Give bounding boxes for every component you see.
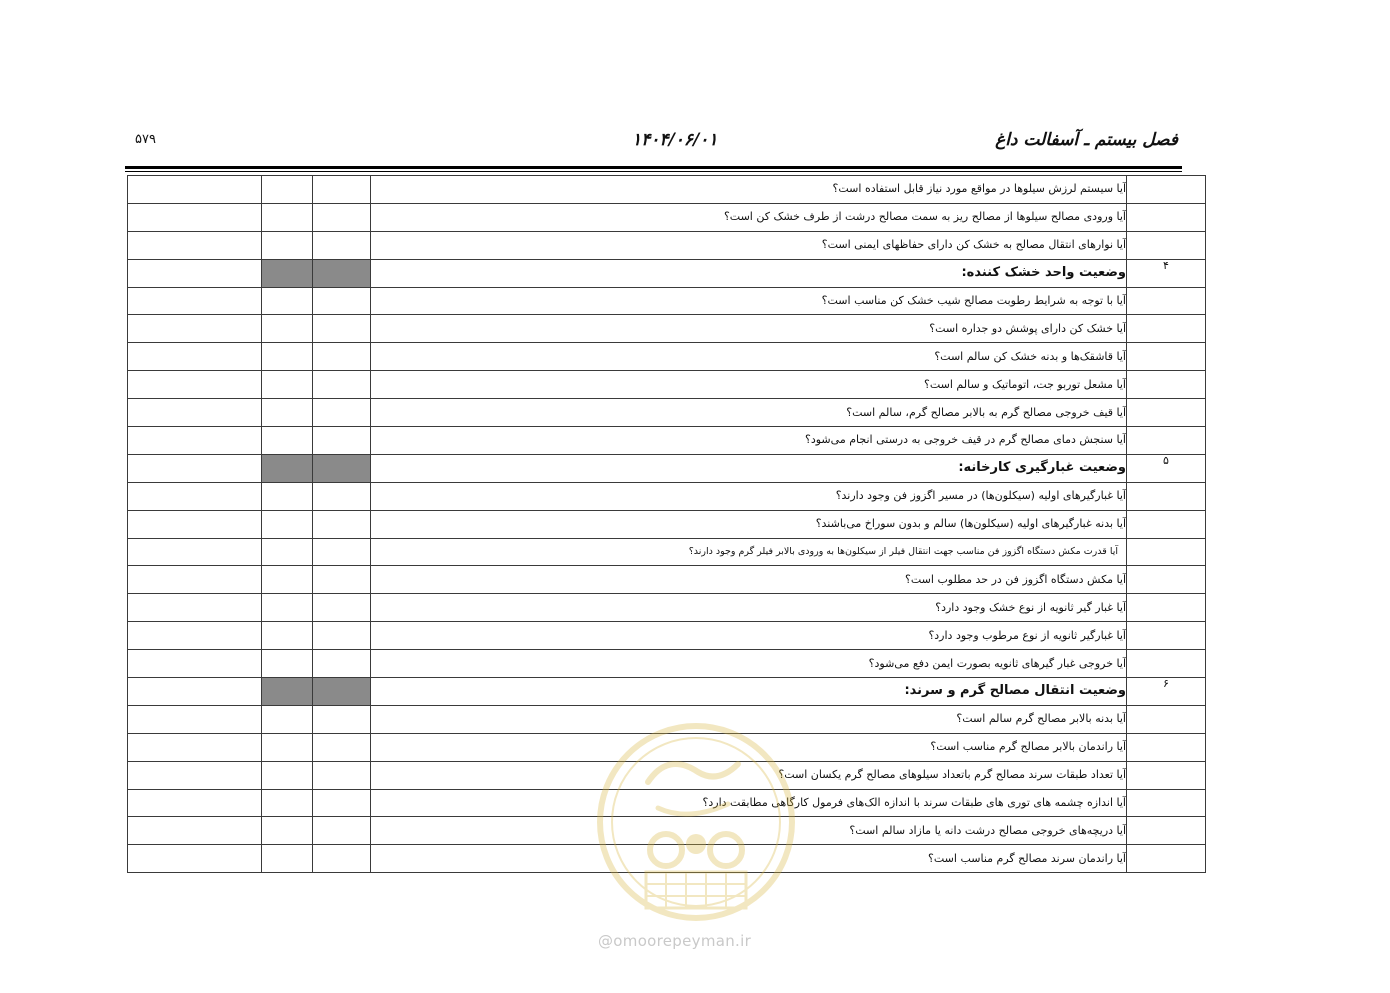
remarks-cell — [128, 733, 262, 761]
page-header — [127, 128, 1180, 158]
no-cell — [262, 176, 313, 204]
row-number — [1127, 176, 1206, 204]
remarks-cell — [128, 399, 262, 427]
remarks-cell — [128, 678, 262, 706]
question-text: آیا خروجی غبار گیرهای ثانویه بصورت ایمن دفع می‌شود؟ — [371, 650, 1127, 678]
row-number — [1127, 315, 1206, 343]
checklist-row — [128, 566, 1206, 594]
checklist-row — [128, 705, 1206, 733]
section-title: وضعیت انتقال مصالح گرم و سرند: — [371, 678, 1127, 706]
yes-cell — [313, 622, 371, 650]
checklist-row — [128, 231, 1206, 259]
section-title: وضعیت واحد خشک کننده: — [371, 259, 1127, 287]
checklist-row — [128, 176, 1206, 204]
no-cell — [262, 845, 313, 873]
yes-cell — [313, 650, 371, 678]
yes-cell — [313, 259, 371, 287]
row-number — [1127, 510, 1206, 538]
row-number: ۴ — [1127, 259, 1206, 287]
chapter-title: فصل بیستم ـ آسفالت داغ — [995, 130, 1178, 150]
checklist-row — [128, 789, 1206, 817]
no-cell — [262, 482, 313, 510]
remarks-cell — [128, 231, 262, 259]
checklist-row — [128, 315, 1206, 343]
section-title: وضعیت غبارگیری کارخانه: — [371, 454, 1127, 482]
remarks-cell — [128, 315, 262, 343]
question-text: آیا خشک کن دارای پوشش دو جداره است؟ — [371, 315, 1127, 343]
checklist-row — [128, 733, 1206, 761]
no-cell — [262, 650, 313, 678]
checklist-row — [128, 622, 1206, 650]
row-number — [1127, 650, 1206, 678]
row-number — [1127, 287, 1206, 315]
watermark-url: @omoorepeyman.ir — [598, 932, 752, 950]
section-row — [128, 678, 1206, 706]
question-text: آیا بدنه بالابر مصالح گرم سالم است؟ — [371, 705, 1127, 733]
remarks-cell — [128, 371, 262, 399]
question-text: آیا نوارهای انتقال مصالح به خشک کن دارای حفاظهای ایمنی است؟ — [371, 231, 1127, 259]
checklist-row — [128, 650, 1206, 678]
row-number: ۵ — [1127, 454, 1206, 482]
remarks-cell — [128, 287, 262, 315]
remarks-cell — [128, 845, 262, 873]
checklist-row — [128, 203, 1206, 231]
question-text: آیا راندمان بالابر مصالح گرم مناسب است؟ — [371, 733, 1127, 761]
remarks-cell — [128, 650, 262, 678]
checklist-row — [128, 287, 1206, 315]
question-text: آیا تعداد طبقات سرند مصالح گرم باتعداد سیلوهای مصالح گرم یکسان است؟ — [371, 761, 1127, 789]
yes-cell — [313, 343, 371, 371]
yes-cell — [313, 203, 371, 231]
row-number — [1127, 399, 1206, 427]
no-cell — [262, 622, 313, 650]
yes-cell — [313, 315, 371, 343]
section-row — [128, 454, 1206, 482]
question-text: آیا ورودی مصالح سیلوها از مصالح ریز به سمت مصالح درشت از طرف خشک کن است؟ — [371, 203, 1127, 231]
yes-cell — [313, 817, 371, 845]
header-date: ۱۴۰۴/۰۶/۰۱ — [632, 130, 718, 150]
checklist-body — [128, 176, 1206, 873]
question-text: آیا دریچه‌های خروجی مصالح درشت دانه یا مازاد سالم است؟ — [371, 817, 1127, 845]
row-number: ۶ — [1127, 678, 1206, 706]
no-cell — [262, 705, 313, 733]
no-cell — [262, 315, 313, 343]
page-number: ۵۷۹ — [135, 132, 156, 147]
question-text: آیا غبار گیر ثانویه از نوع خشک وجود دارد؟ — [371, 594, 1127, 622]
no-cell — [262, 510, 313, 538]
yes-cell — [313, 371, 371, 399]
question-text: آیا مکش دستگاه اگزوز فن در حد مطلوب است؟ — [371, 566, 1127, 594]
yes-cell — [313, 845, 371, 873]
yes-cell — [313, 566, 371, 594]
checklist-row — [128, 594, 1206, 622]
remarks-cell — [128, 705, 262, 733]
remarks-cell — [128, 482, 262, 510]
checklist-row — [128, 538, 1206, 566]
remarks-cell — [128, 817, 262, 845]
header-rule-thin — [125, 171, 1182, 172]
checklist-row — [128, 817, 1206, 845]
remarks-cell — [128, 454, 262, 482]
no-cell — [262, 538, 313, 566]
no-cell — [262, 343, 313, 371]
checklist-row — [128, 371, 1206, 399]
yes-cell — [313, 761, 371, 789]
row-number — [1127, 594, 1206, 622]
yes-cell — [313, 510, 371, 538]
question-text: آیا بدنه غبارگیرهای اولیه (سیکلون‌ها) سالم و بدون سوراخ می‌باشند؟ — [371, 510, 1127, 538]
checklist-row — [128, 510, 1206, 538]
remarks-cell — [128, 594, 262, 622]
checklist-row — [128, 845, 1206, 873]
remarks-cell — [128, 538, 262, 566]
row-number — [1127, 789, 1206, 817]
question-text: آیا مشعل توربو جت، اتوماتیک و سالم است؟ — [371, 371, 1127, 399]
remarks-cell — [128, 622, 262, 650]
row-number — [1127, 538, 1206, 566]
remarks-cell — [128, 427, 262, 455]
yes-cell — [313, 287, 371, 315]
no-cell — [262, 203, 313, 231]
no-cell — [262, 454, 313, 482]
row-number — [1127, 343, 1206, 371]
remarks-cell — [128, 203, 262, 231]
question-text: آیا غبارگیرهای اولیه (سیکلون‌ها) در مسیر اگزوز فن وجود دارند؟ — [371, 482, 1127, 510]
header-rule-thick — [125, 166, 1182, 169]
question-text: آیا با توجه به شرایط رطوبت مصالح شیب خشک کن مناسب است؟ — [371, 287, 1127, 315]
remarks-cell — [128, 510, 262, 538]
row-number — [1127, 622, 1206, 650]
remarks-cell — [128, 789, 262, 817]
question-text: آیا اندازه چشمه های توری های طبقات سرند با اندازه الک‌های فرمول کارگاهی مطابقت دارد؟ — [371, 789, 1127, 817]
no-cell — [262, 678, 313, 706]
row-number — [1127, 482, 1206, 510]
yes-cell — [313, 427, 371, 455]
no-cell — [262, 594, 313, 622]
no-cell — [262, 427, 313, 455]
checklist-row — [128, 427, 1206, 455]
row-number — [1127, 427, 1206, 455]
row-number — [1127, 761, 1206, 789]
no-cell — [262, 789, 313, 817]
yes-cell — [313, 176, 371, 204]
yes-cell — [313, 594, 371, 622]
checklist-row — [128, 482, 1206, 510]
row-number — [1127, 845, 1206, 873]
no-cell — [262, 817, 313, 845]
question-text: آیا قیف خروجی مصالح گرم به بالابر مصالح گرم، سالم است؟ — [371, 399, 1127, 427]
yes-cell — [313, 482, 371, 510]
remarks-cell — [128, 343, 262, 371]
yes-cell — [313, 399, 371, 427]
remarks-cell — [128, 259, 262, 287]
no-cell — [262, 231, 313, 259]
question-text: آیا سیستم لرزش سیلوها در مواقع مورد نیاز قابل استفاده است؟ — [371, 176, 1127, 204]
question-text: آیا غبارگیر ثانویه از نوع مرطوب وجود دارد؟ — [371, 622, 1127, 650]
yes-cell — [313, 538, 371, 566]
yes-cell — [313, 733, 371, 761]
no-cell — [262, 371, 313, 399]
row-number — [1127, 566, 1206, 594]
question-text: آیا قاشقک‌ها و بدنه خشک کن سالم است؟ — [371, 343, 1127, 371]
yes-cell — [313, 454, 371, 482]
remarks-cell — [128, 176, 262, 204]
row-number — [1127, 371, 1206, 399]
row-number — [1127, 817, 1206, 845]
section-row — [128, 259, 1206, 287]
row-number — [1127, 203, 1206, 231]
remarks-cell — [128, 566, 262, 594]
question-text: آیا قدرت مکش دستگاه اگزوز فن مناسب جهت انتقال فیلر از سیکلون‌ها به ورودی بالابر فیلر گرم وجود دارند؟ — [371, 538, 1127, 566]
no-cell — [262, 287, 313, 315]
question-text: آیا راندمان سرند مصالح گرم مناسب است؟ — [371, 845, 1127, 873]
yes-cell — [313, 705, 371, 733]
no-cell — [262, 761, 313, 789]
yes-cell — [313, 678, 371, 706]
checklist-row — [128, 761, 1206, 789]
no-cell — [262, 733, 313, 761]
no-cell — [262, 399, 313, 427]
remarks-cell — [128, 761, 262, 789]
row-number — [1127, 231, 1206, 259]
question-text: آیا سنجش دمای مصالح گرم در قیف خروجی به درستی انجام می‌شود؟ — [371, 427, 1127, 455]
row-number — [1127, 733, 1206, 761]
checklist-row — [128, 343, 1206, 371]
no-cell — [262, 259, 313, 287]
checklist-table — [127, 175, 1206, 873]
row-number — [1127, 705, 1206, 733]
yes-cell — [313, 231, 371, 259]
checklist-row — [128, 399, 1206, 427]
no-cell — [262, 566, 313, 594]
yes-cell — [313, 789, 371, 817]
